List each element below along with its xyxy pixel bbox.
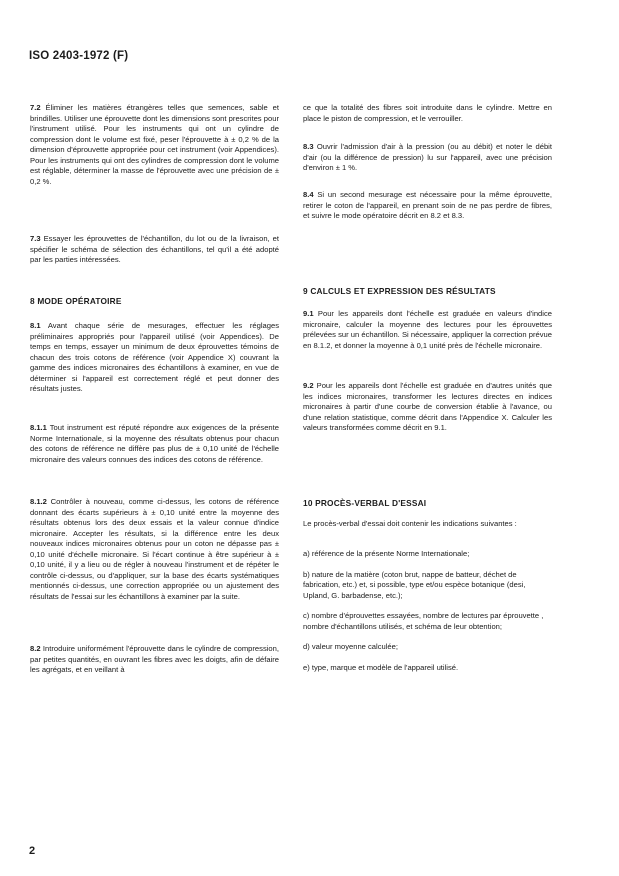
list-item: c) nombre d'éprouvettes essayées, nombre de lectures par éprouvette , nombre d'échantillons utilisés, et schéma de leur obtention; xyxy=(303,611,544,631)
paragraph-8-1 xyxy=(30,321,279,395)
paragraph-9-1 xyxy=(303,309,552,351)
section-9-heading: 9 CALCULS ET EXPRESSION DES RÉSULTATS xyxy=(303,286,496,296)
section-10-heading: 10 PROCÈS-VERBAL D'ESSAI xyxy=(303,498,427,508)
paragraph-number: 8.3 xyxy=(303,142,314,151)
paragraph-8-1-2 xyxy=(30,497,279,602)
paragraph-text: Pour les appareils dont l'échelle est graduée en d'autres unités que les indices micronaires, transformer les lectures directes en indices micronaires à partir d'une courbe de conversion établie à l'avance, ou d'une relation statistique, comme décrit dans l'Appendice X. Calculer les valeurs transformées comme décrit en 9.1. xyxy=(303,381,552,432)
list-item: e) type, marque et modèle de l'appareil utilisé. xyxy=(303,662,459,672)
paragraph-number: 9.2 xyxy=(303,381,314,390)
document-header: ISO 2403-1972 (F) xyxy=(29,50,129,62)
paragraph-text: Si un second mesurage est nécessaire pour la même éprouvette, retirer le coton de l'appareil, en prenant soin de ne pas perdre de fibres, et suivre le mode opératoire décrit en 8.2 et 8.3. xyxy=(303,190,552,220)
paragraph-number: 7.3 xyxy=(30,234,41,243)
paragraph-9-2 xyxy=(303,381,552,434)
paragraph-number: 8.4 xyxy=(303,190,314,199)
paragraph-8-1-1 xyxy=(30,423,279,465)
list-item: b) nature de la matière (coton brut, nappe de batteur, déchet de fabrication, etc.) et, si possible, type et/ou espèce botanique (desi, Upland, G. barbadense, etc.); xyxy=(303,569,526,600)
page-number: 2 xyxy=(29,845,36,857)
paragraph-8-4 xyxy=(303,190,552,222)
paragraph-text: Essayer les éprouvettes de l'échantillon, du lot ou de la livraison, et spécifier le schéma de sélection des échantillons, tel qu'il a été adopté par les parties intéressées. xyxy=(30,234,279,264)
left-column xyxy=(30,103,279,723)
paragraph-number: 8.1.2 xyxy=(30,497,47,506)
right-column xyxy=(303,103,552,723)
paragraph-8-3 xyxy=(303,142,552,174)
paragraph-text: Ouvrir l'admission d'air à la pression (ou au débit) et noter le débit d'air (ou la différence de pression) lu sur l'appareil, avec une précision d'environ ± 1 %. xyxy=(303,142,552,172)
paragraph-8-2-continued: ce que la totalité des fibres soit introduite dans le cylindre. Mettre en place le piston de compression, et le verrouiller. xyxy=(303,103,552,123)
paragraph-text: Introduire uniformément l'éprouvette dans le cylindre de compression, par petites quantités, en ouvrant les fibres avec les doigts, afin de défaire les agrégats, et en veillant à xyxy=(30,644,279,674)
paragraph-8-2 xyxy=(30,644,279,676)
paragraph-number: 9.1 xyxy=(303,309,314,318)
paragraph-text: Éliminer les matières étrangères telles que semences, sable et brindilles. Utiliser une éprouvette dont les dimensions sont prescrites pour l'instrument utilisé. Pour les instruments qui ont un cylindre de compression dont le volume est fixé, peser l'éprouvette à ± 0,2 % de la dimension d'éprouvette appropriée pour cet instrument (voir Appendices). Pour les instruments qui ont des cylindres de compression dont le volume est réglable, déterminer la masse de l'éprouvette avec une précision de ± 0,2 %. xyxy=(30,103,279,186)
paragraph-7-3 xyxy=(30,234,279,266)
paragraph-text: Tout instrument est réputé répondre aux exigences de la présente Norme Internationale, si la moyenne des résultats obtenus pour chacun des cotons de référence ne diffère pas plus de ± 0,10 unité de l'échelle micronaire des valeurs connues des indices des cotons de référence. xyxy=(30,423,279,464)
list-item: a) référence de la présente Norme Internationale; xyxy=(303,549,470,558)
report-items-list xyxy=(303,549,552,683)
paragraph-7-2 xyxy=(30,103,279,187)
section-8-heading: 8 MODE OPÉRATOIRE xyxy=(30,296,122,306)
list-item: d) valeur moyenne calculée; xyxy=(303,642,398,651)
paragraph-text: Avant chaque série de mesurages, effectuer les réglages préliminaires appropriés pour l'appareil utilisé (voir Appendices). De temps en temps, essayer un minimum de deux éprouvettes témoins de chacun des trois cotons de référence (voir Appendice X) couvrant la gamme des indices micronaires des échantillons à examiner, en vue de déterminer si l'appareil est correctement réglé et peut donner des résultats justes. xyxy=(30,321,279,393)
paragraph-number: 8.1 xyxy=(30,321,41,330)
paragraph-text: Contrôler à nouveau, comme ci-dessus, les cotons de référence donnant des écarts supérieurs à ± 0,10 unité entre la moyenne des résultats obtenus lors des deux essais et la valeur connue d'indice micronaire. Accepter les résultats, si la différence entre les deux nouveaux indices micronaires obtenus pour un coton ne dépasse pas ± 0,10 unité d'échelle micronaire. Si l'écart continue à être supérieur à ± 0,10 unité, il y a lieu ou de régler à nouveau l'instrument et de répéter le contrôle ci-dessus, ou d'appliquer, sur la base des écarts systématiques mentionnés ci-dessus, une correction appropriée ou un ajustement des résultats de l'essai sur les échantillons à examiner par la suite. xyxy=(30,497,279,601)
section-10-intro: Le procès-verbal d'essai doit contenir les indications suivantes : xyxy=(303,519,517,528)
paragraph-text: Pour les appareils dont l'échelle est graduée en valeurs d'indice micronaire, calculer la moyenne des lectures pour les éprouvettes prélevées sur un échantillon. Si nécessaire, appliquer la correction prévue en 8.1.2, et donner la moyenne à 0,1 unité près de l'échelle micronaire. xyxy=(303,309,552,350)
paragraph-number: 8.1.1 xyxy=(30,423,47,432)
paragraph-number: 7.2 xyxy=(30,103,41,112)
paragraph-number: 8.2 xyxy=(30,644,41,653)
